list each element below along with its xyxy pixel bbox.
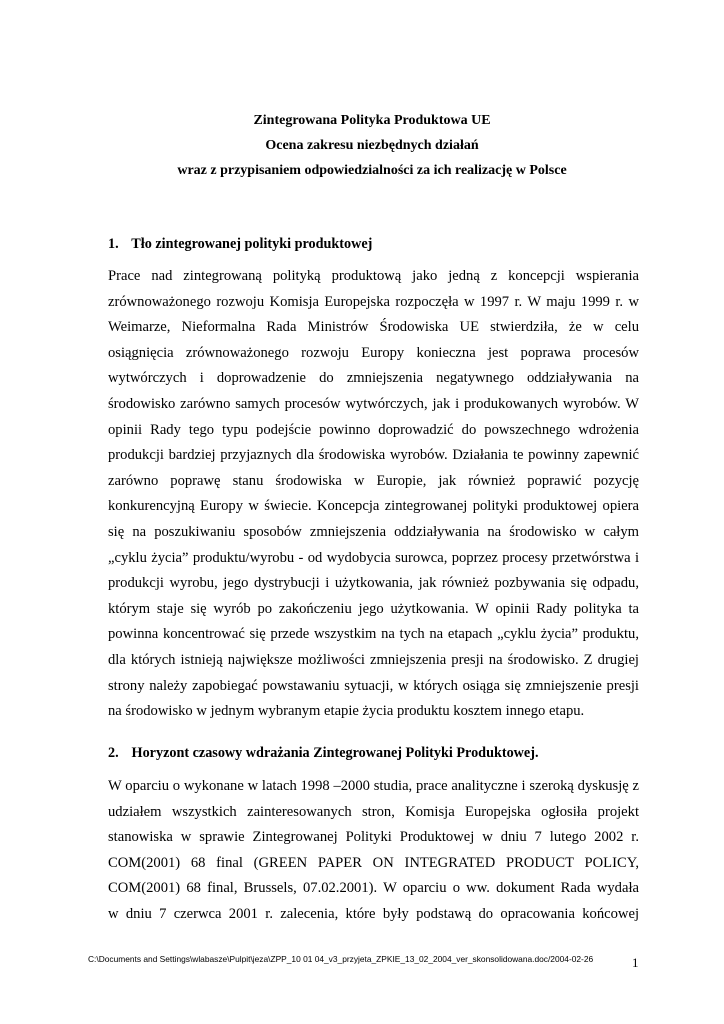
text-line: „cyklu życia” produktu/wyrobu - od wydobycia surowca, poprzez procesy przetwórstwa i [108, 549, 639, 566]
text-line: Prace nad zintegrowaną polityką produktową jako jedną z koncepcji wspierania [108, 268, 639, 284]
text-line: na środowisko w jednym wybranym etapie życia produktu kosztem innego etapu. [108, 703, 585, 720]
section-2-heading [108, 745, 636, 762]
text-line: osiągnięcia zrównoważonego rozwoju Europy konieczna jest poprawa procesów [108, 344, 639, 361]
section-1-paragraph [108, 264, 639, 725]
text-line: środowisko zarówno samych procesów wytwórczych, jak i produkowanych wyrobów. W [108, 395, 639, 412]
section-1-heading [108, 236, 636, 253]
section-2-paragraph [108, 774, 639, 928]
text-line: dla których istnieją największe możliwości zmniejszenia presji na środowisko. Z drugiej [108, 651, 639, 668]
file-path-footer: C:\Documents and Settings\wlabasze\Pulpit\jeza\ZPP_10 01 04_v3_przyjeta_ZPKIE_13_02_2004_ver_skonsolidowana.doc/2004-02-26 [88, 954, 594, 964]
text-line: opinii Rady tego typu podejście powinno doprowadzić do powszechnego wdrożenia [108, 421, 639, 438]
title-line-1: Zintegrowana Polityka Produktowa UE [253, 113, 491, 128]
document-title [108, 108, 636, 183]
section-number: 2. [108, 745, 119, 761]
text-line: produkcji wyrobu, jego dystrybucji i użytkowania, jak również pozbywania się odpadu, [108, 575, 639, 592]
section-number: 1. [108, 236, 119, 252]
text-line: się na poszukiwaniu sposobów zmniejszenia oddziaływania na środowisko w całym [108, 523, 639, 540]
text-line: powinna koncentrować się przede wszystkim na tych na etapach „cyklu życia” produktu, [108, 626, 639, 643]
text-line: Weimarze, Nieformalna Rada Ministrów Środowiska UE stwierdziła, że w celu [108, 319, 639, 336]
text-line: COM(2001) 68 final, Brussels, 07.02.2001). W oparciu o ww. dokument Rada wydała [108, 880, 639, 897]
text-line: COM(2001) 68 final (GREEN PAPER ON INTEGRATED PRODUCT POLICY, [108, 854, 639, 871]
section-title: Horyzont czasowy wdrażania Zintegrowanej Polityki Produktowej. [131, 745, 539, 761]
title-line-2: Ocena zakresu niezbędnych działań [265, 138, 479, 153]
text-line: którym staje się wyrób po zakończeniu jego użytkowania. W opinii Rady polityka ta [108, 600, 639, 617]
text-line: konkurencyjną Europy w świecie. Koncepcja zintegrowanej polityki produktowej opiera [108, 498, 639, 515]
text-line: produkcji bardziej przyjaznych dla środowiska wyrobów. Działania te powinny zapewnić [108, 447, 639, 464]
text-line: udziałem wszystkich zainteresowanych stron, Komisja Europejska ogłosiła projekt [108, 803, 639, 820]
text-line: wytwórczych i doprowadzenie do zmniejszenia negatywnego oddziaływania na [108, 370, 639, 387]
section-title: Tło zintegrowanej polityki produktowej [131, 236, 373, 252]
text-line: W oparciu o wykonane w latach 1998 –2000 studia, prace analityczne i szeroką dyskusję z [108, 778, 639, 794]
text-line: zarówno poprawę stanu środowiska w Europie, jak również poprawić pozycję [108, 472, 639, 489]
text-line: zrównoważonego rozwoju Komisja Europejska rozpoczęła w 1997 r. W maju 1999 r. w [108, 293, 639, 310]
text-line: strony należy zapobiegać powstawaniu sytuacji, w których osiąga się zmniejszenie presji [108, 677, 639, 694]
page-number: 1 [632, 955, 639, 970]
text-line: w dniu 7 czerwca 2001 r. zalecenia, które były podstawą do opracowania końcowej [108, 905, 639, 922]
text-line: stanowiska w sprawie Zintegrowanej Polityki Produktowej w dniu 7 lutego 2002 r. [108, 829, 639, 846]
title-line-3: wraz z przypisaniem odpowiedzialności za ich realizację w Polsce [177, 163, 567, 178]
